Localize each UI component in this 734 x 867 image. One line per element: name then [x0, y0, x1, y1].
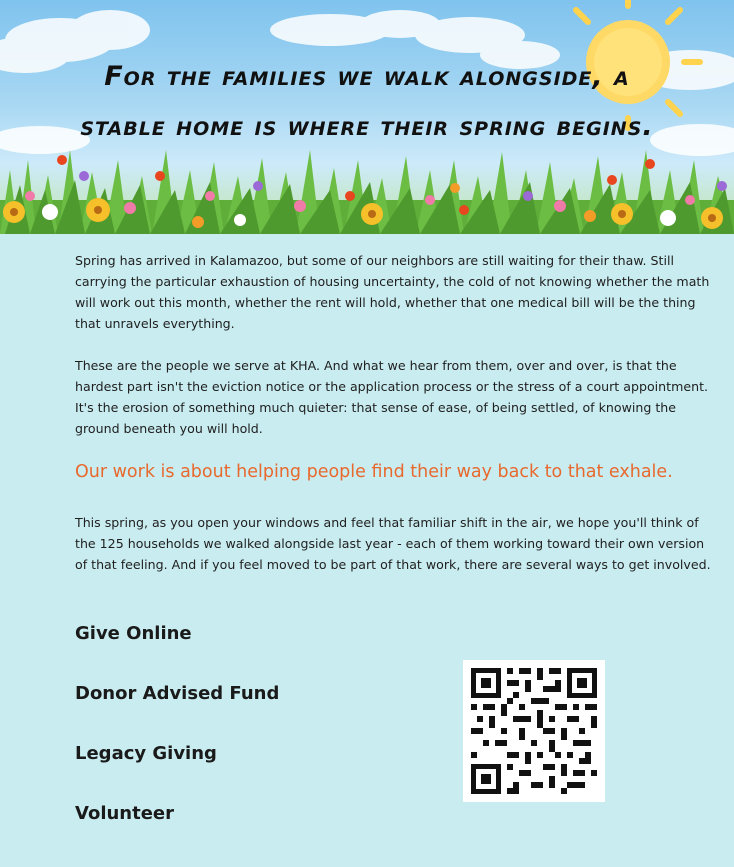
paragraph-call-to-action: This spring, as you open your windows and feel that familiar shift in the air, we hope you'll think of the 125 households we walked alongside last year - each of them working toward their own version of that feeling. And if you feel moved to be part of that work, there are several ways to get involved. [75, 515, 711, 572]
headline-line-2: stable home is where their spring begins. [80, 111, 654, 142]
paragraph-intro: Spring has arrived in Kalamazoo, but some of our neighbors are still waiting for their thaw. Still carrying the particular exhaustion of housing uncertainty, the cold of not knowing whether the math will work out this month, whether the rent will hold, whether that one medical bill will be the thing that unravels everything. [75, 253, 710, 331]
donor-advised-fund-link[interactable]: Donor Advised Fund [75, 683, 280, 704]
giving-options [75, 620, 279, 860]
highlight-quote: Our work is about helping people find their way back to that exhale. [75, 462, 673, 482]
volunteer-link[interactable]: Volunteer [75, 803, 175, 824]
letter-body [75, 250, 715, 596]
qr-code-icon [471, 668, 597, 794]
headline [0, 52, 734, 152]
paragraph-kha: These are the people we serve at KHA. And what we hear from them, over and over, is that the hardest part isn't the eviction notice or the application process or the stress of a court appointment. It's the erosion of something much quieter: that sense of ease, of being settled, of knowing the ground beneath you will hold. [75, 358, 709, 436]
spring-banner [0, 0, 734, 234]
legacy-giving-link[interactable]: Legacy Giving [75, 743, 217, 764]
qr-code[interactable] [463, 660, 605, 802]
headline-line-1: For the families we walk alongside, a [104, 61, 630, 92]
give-online-link[interactable]: Give Online [75, 623, 192, 644]
